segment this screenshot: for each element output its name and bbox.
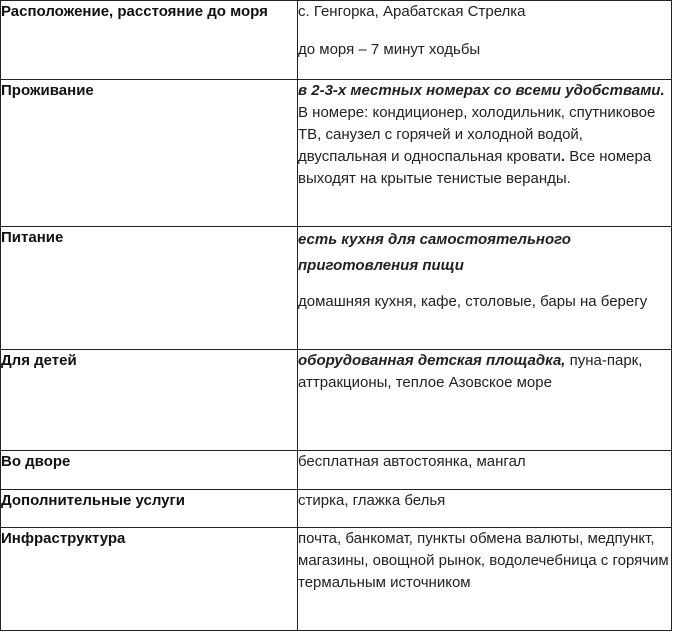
row-label — [1, 528, 298, 631]
row-value — [298, 350, 672, 451]
row-value — [298, 490, 672, 528]
location-label: Расположение, расстояние до моря — [1, 3, 268, 20]
row-label — [1, 451, 298, 490]
accommodation-verandas: Все номера выходят на крытые тенистые веранды. — [298, 148, 652, 187]
kids-attractions: пуна-парк, аттракционы, теплое Азовское море — [298, 352, 643, 391]
row-value — [298, 451, 672, 490]
table-row — [1, 451, 672, 490]
accommodation-period: . — [560, 148, 566, 165]
accommodation-text — [298, 80, 671, 190]
row-label — [1, 227, 298, 350]
accommodation-amenities: В номере: кондиционер, холодильник, спутниковое ТВ, санузел с горячей и холодной водой, двуспальная и односпальная кровати — [298, 104, 656, 165]
table-row — [1, 227, 672, 350]
location-village: с. Генгорка, Арабатская Стрелка — [298, 3, 526, 20]
infrastructure-label: Инфраструктура — [1, 530, 126, 547]
row-label — [1, 350, 298, 451]
row-label — [1, 80, 298, 227]
table-row — [1, 80, 672, 227]
accommodation-rooms: в 2-3-х местных номерах со всеми удобствами. — [298, 82, 665, 99]
accommodation-label: Проживание — [1, 82, 94, 99]
table-row — [1, 528, 672, 631]
table-row — [1, 1, 672, 80]
row-value — [298, 80, 672, 227]
yard-label: Во дворе — [1, 453, 71, 470]
row-value — [298, 1, 672, 80]
row-label — [1, 1, 298, 80]
kids-playground: оборудованная детская площадка, — [298, 352, 566, 369]
food-options: домашняя кухня, кафе, столовые, бары на берегу — [298, 293, 648, 310]
row-value — [298, 528, 672, 631]
row-value — [298, 227, 672, 350]
row-label — [1, 490, 298, 528]
infrastructure-text: почта, банкомат, пункты обмена валюты, медпункт, магазины, овощной рынок, водолечебница с горячим термальным источником — [298, 530, 669, 591]
food-kitchen: есть кухня для самостоятельного приготовления пищи — [298, 231, 571, 274]
table-row — [1, 350, 672, 451]
services-text: стирка, глажка белья — [298, 492, 446, 509]
sea-distance: до моря – 7 минут ходьбы — [298, 41, 481, 58]
food-label: Питание — [1, 229, 64, 246]
yard-text: бесплатная автостоянка, мангал — [298, 453, 526, 470]
kids-label: Для детей — [1, 352, 77, 369]
services-label: Дополнительные услуги — [1, 492, 185, 509]
kids-text — [298, 350, 671, 394]
table-row — [1, 490, 672, 528]
